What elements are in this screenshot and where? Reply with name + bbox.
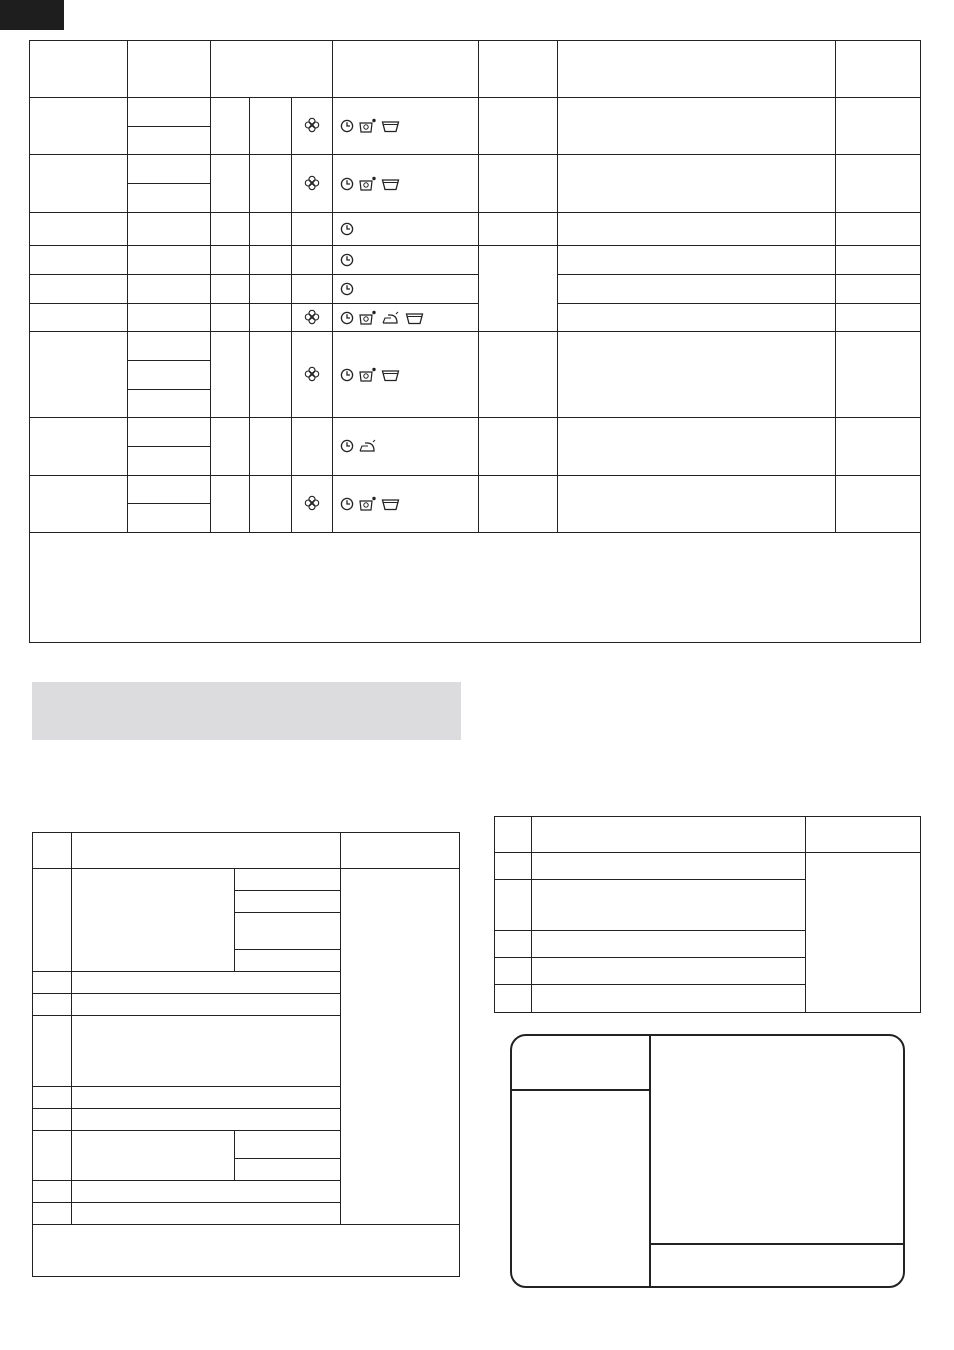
table-col-rule — [71, 832, 72, 1224]
tumble-dry-icon — [358, 176, 377, 192]
table-subrow-rule — [234, 912, 340, 913]
rounded-info-box-frame — [510, 1034, 905, 1288]
program-table-subrow-rule — [127, 126, 211, 127]
program-table-col-rule — [291, 97, 292, 532]
timer-icon — [340, 311, 354, 325]
table-col-rule — [340, 832, 341, 1224]
program-table-subrow-rule — [127, 503, 211, 504]
timer-icon — [340, 282, 354, 296]
table-row-rule — [32, 1202, 340, 1203]
dryer-bowl-icon — [381, 120, 400, 133]
table-header-rule — [32, 868, 459, 869]
care-symbols — [340, 251, 354, 269]
program-table-col-rule — [127, 40, 128, 532]
tumble-dry-icon — [358, 118, 377, 134]
program-table-col-rule — [478, 40, 479, 532]
program-table-header-rule — [29, 97, 920, 98]
table-header-rule — [494, 852, 920, 853]
fan-icon — [304, 366, 320, 382]
timer-icon — [340, 497, 354, 511]
dryer-bowl-icon — [381, 178, 400, 191]
program-table-subrow-rule — [127, 446, 211, 447]
program-table-row-rule — [557, 274, 920, 275]
dryer-bowl-icon — [405, 312, 424, 325]
table-row-rule — [494, 879, 805, 880]
program-table-row-rule — [29, 154, 920, 155]
program-table-col-rule — [249, 97, 250, 532]
timer-icon — [340, 368, 354, 382]
care-symbols — [340, 366, 400, 384]
program-table-row-rule — [29, 212, 920, 213]
table-row-rule — [32, 1108, 340, 1109]
table-row-rule — [32, 993, 340, 994]
table-row-rule — [32, 1130, 340, 1131]
program-table-row-rule — [29, 331, 920, 332]
table-row-rule — [494, 984, 805, 985]
fan-icon — [304, 175, 320, 191]
table-col-rule — [531, 816, 532, 1012]
table-footer-rule — [32, 1224, 459, 1225]
info-box-divider — [649, 1035, 651, 1287]
table-subrow-rule — [234, 1158, 340, 1159]
table-row-rule — [32, 1015, 340, 1016]
fan-icon — [304, 495, 320, 511]
tumble-dry-icon — [358, 496, 377, 512]
dryer-bowl-icon — [381, 498, 400, 511]
care-symbols — [340, 309, 424, 327]
timer-icon — [340, 177, 354, 191]
program-table-col-rule — [332, 40, 333, 532]
iron-icon — [381, 311, 401, 325]
program-table-col-rule — [557, 40, 558, 532]
table-subrow-rule — [234, 949, 340, 950]
care-symbols — [340, 175, 400, 193]
table-col-rule — [805, 816, 806, 1012]
tumble-dry-icon — [358, 310, 377, 326]
program-table-row-rule — [29, 475, 920, 476]
table-row-rule — [32, 1180, 340, 1181]
program-table-row-rule — [557, 303, 920, 304]
info-box-rule — [511, 1089, 649, 1091]
iron-icon — [358, 439, 378, 453]
tumble-dry-icon — [358, 367, 377, 383]
table-row-rule — [32, 971, 340, 972]
program-table-footer-rule — [29, 532, 920, 533]
program-table-subrow-rule — [127, 360, 211, 361]
table-row-rule — [494, 930, 805, 931]
table-col-rule — [234, 868, 235, 971]
program-table-row-rule — [29, 417, 920, 418]
program-table-subrow-rule — [127, 389, 211, 390]
timer-icon — [340, 439, 354, 453]
table-subrow-rule — [234, 890, 340, 891]
lower-left-table-frame — [32, 832, 460, 1277]
program-table-col-rule — [210, 40, 211, 532]
program-table-row-rule — [29, 245, 920, 246]
care-symbols — [340, 495, 400, 513]
section-heading-bar — [32, 682, 461, 740]
timer-icon — [340, 253, 354, 267]
table-row-rule — [494, 957, 805, 958]
fan-icon — [304, 309, 320, 325]
table-col-rule — [234, 1130, 235, 1181]
info-box-rule — [650, 1243, 903, 1245]
program-table-frame — [29, 40, 921, 643]
program-table-col-rule — [835, 40, 836, 532]
care-symbols — [340, 437, 378, 455]
dryer-bowl-icon — [381, 369, 400, 382]
fan-icon — [304, 117, 320, 133]
program-table-row-rule — [29, 303, 479, 304]
page-corner-tab — [0, 0, 64, 30]
table-row-rule — [32, 1086, 340, 1087]
care-symbols — [340, 280, 354, 298]
program-table-row-rule — [29, 274, 479, 275]
care-symbols — [340, 220, 354, 238]
timer-icon — [340, 222, 354, 236]
program-table-subrow-rule — [127, 183, 211, 184]
care-symbols — [340, 117, 400, 135]
timer-icon — [340, 119, 354, 133]
